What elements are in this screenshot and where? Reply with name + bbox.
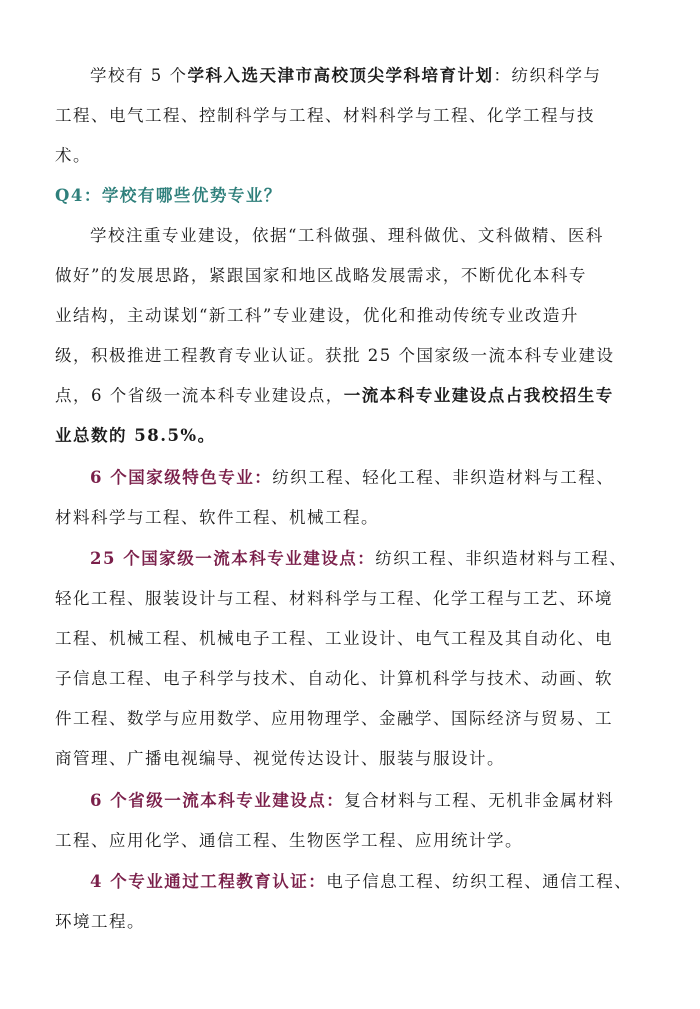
certified-majors-line-2: 环境工程。	[55, 912, 145, 931]
national-majors-line-3: 工程、机械工程、机械电子工程、工业设计、电气工程及其自动化、电	[55, 629, 613, 648]
national-majors-line-5: 件工程、数学与应用数学、应用物理学、金融学、国际经济与贸易、工	[55, 709, 613, 728]
national-majors-line-2: 轻化工程、服装设计与工程、材料科学与工程、化学工程与工艺、环境	[55, 589, 613, 608]
text-segment: 复合材料与工程、无机非金属材料	[344, 791, 615, 810]
national-majors-label: 25 个国家级一流本科专业建设点：	[90, 549, 376, 568]
national-majors-line-4: 子信息工程、电子科学与技术、自动化、计算机科学与技术、动画、软	[55, 669, 613, 688]
text-segment: ：纺织科学与	[493, 66, 602, 85]
featured-majors-line-2: 材料科学与工程、软件工程、机械工程。	[55, 508, 379, 527]
provincial-majors-line-2: 工程、应用化学、通信工程、生物医学工程、应用统计学。	[55, 831, 523, 850]
national-majors-line-6: 商管理、广播电视编导、视觉传达设计、服装与服设计。	[55, 749, 505, 768]
text-segment: 点，6 个省级一流本科专业建设点，	[55, 386, 344, 405]
provincial-majors-label: 6 个省级一流本科专业建设点：	[90, 791, 345, 810]
text-segment: 纺织工程、轻化工程、非织造材料与工程、	[272, 468, 615, 487]
text-segment: 纺织工程、非织造材料与工程、	[375, 549, 628, 568]
q4-heading: Q4：学校有哪些优势专业？	[55, 186, 282, 205]
text-segment: 学校有 5 个	[90, 66, 188, 85]
paragraph-top-line-1	[90, 62, 602, 90]
q4-body-line-5	[55, 382, 614, 410]
bold-text-segment: 学科入选天津市高校顶尖学科培育计划	[187, 66, 494, 85]
certified-majors-line-1	[90, 868, 632, 896]
text-segment: 电子信息工程、纺织工程、通信工程、	[326, 872, 633, 891]
q4-body-line-4: 级，积极推进工程教育专业认证。获批 25 个国家级一流本科专业建设	[55, 346, 615, 365]
certified-majors-label: 4 个专业通过工程教育认证：	[90, 872, 327, 891]
q4-body-line-6: 业总数的 58.5%。	[55, 426, 216, 445]
featured-majors-label: 6 个国家级特色专业：	[90, 468, 273, 487]
provincial-majors-line-1	[90, 787, 614, 815]
bold-text-segment: 一流本科专业建设点占我校招生专	[343, 386, 614, 405]
q4-body-line-1: 学校注重专业建设，依据“工科做强、理科做优、文科做精、医科	[90, 226, 604, 245]
paragraph-top-line-3: 术。	[55, 146, 91, 165]
featured-majors-line-1	[90, 464, 614, 492]
national-majors-line-1	[90, 545, 627, 573]
paragraph-top-line-2: 工程、电气工程、控制科学与工程、材料科学与工程、化学工程与技	[55, 106, 595, 125]
q4-body-line-3: 业结构，主动谋划“新工科”专业建设，优化和推动传统专业改造升	[55, 306, 579, 325]
q4-body-line-2: 做好”的发展思路，紧跟国家和地区战略发展需求，不断优化本科专	[55, 266, 587, 285]
